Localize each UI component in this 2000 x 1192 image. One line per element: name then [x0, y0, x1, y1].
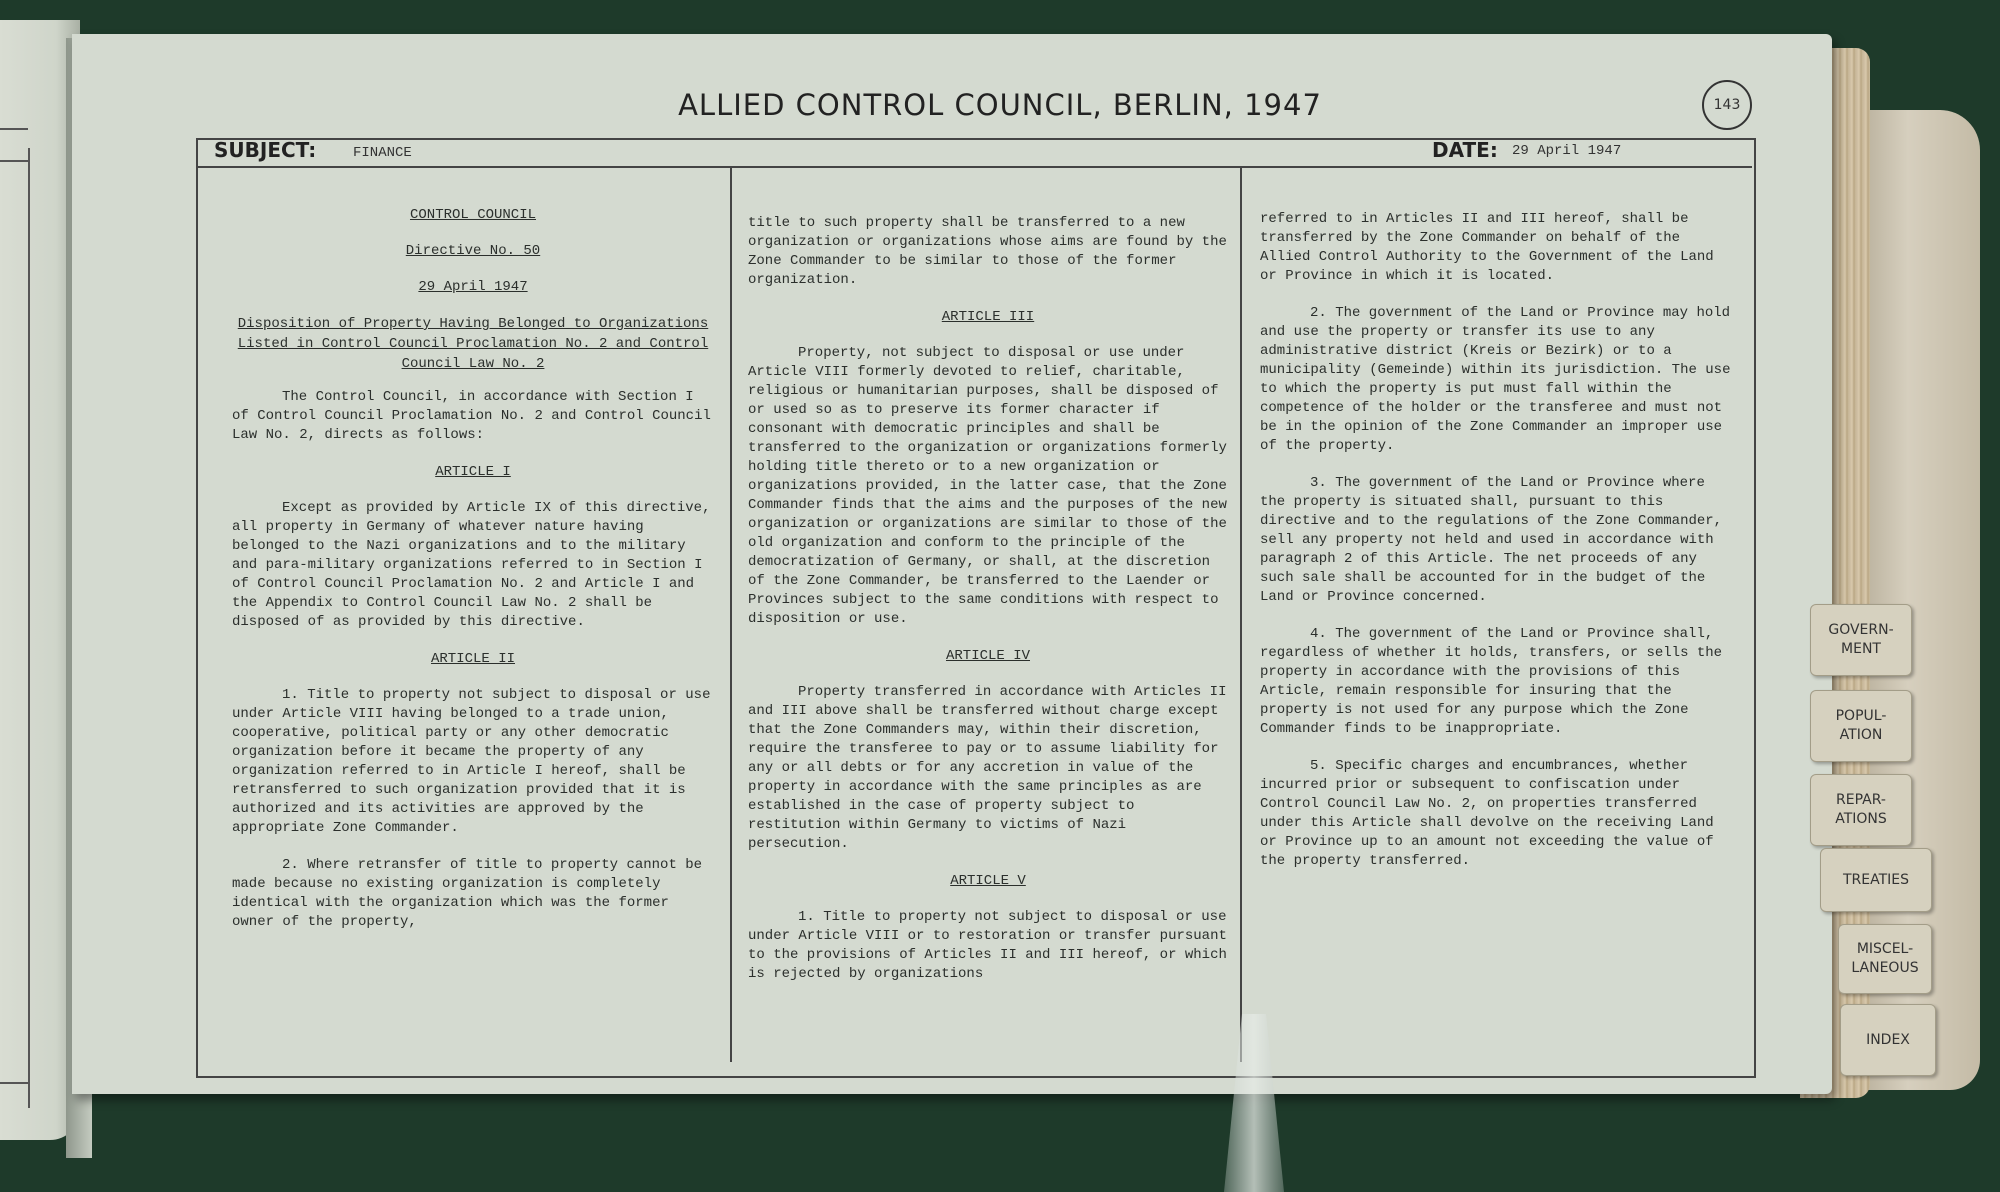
tab-label-line2: ATION	[1839, 727, 1883, 743]
article-5-paragraph-5: 5. Specific charges and encumbrances, whether incurred prior or subsequent to confiscation under Control Council Law No. 2, on properties transferred under this Article shall devolve on the receiving Land or Province up to an amount not exceeding the value of the property transferred.	[1260, 758, 1714, 869]
article-4-heading: ARTICLE IV	[945, 648, 1030, 664]
column-2-continuation: title to such property shall be transferred to a new organization or organizations whose aims are found by the Zone Commander to be similar to those of the former organization.	[748, 215, 1227, 288]
article-5-paragraph-1: 1. Title to property not subject to disposal or use under Article VIII or to restoration or transfer pursuant to the provisions of Articles II and III hereof, or which is rejected by organizations	[748, 909, 1227, 982]
subject-label: SUBJECT:	[214, 138, 317, 162]
article-5-heading: ARTICLE V	[950, 873, 1026, 889]
date-label: DATE:	[1432, 138, 1498, 162]
column-3	[1260, 210, 1732, 889]
left-page-rule	[0, 1082, 28, 1084]
directive-title: Disposition of Property Having Belonged to Organizations Listed in Control Council Proclamation No. 2 and Control Council Law No. 2	[237, 316, 709, 372]
article-5-paragraph-4: 4. The government of the Land or Province shall, regardless of whether it holds, transfers, or sells the property in accordance with the provisions of this Article, remain responsible for insuring that the property is not used for any purpose which the Zone Commander finds to be inappropriate.	[1260, 626, 1723, 737]
article-4-text: Property transferred in accordance with Articles II and III above shall be transferred without charge except that the Zone Commanders may, within their discretion, require the transferee to pay or to assume liability for any or all debts or for any accretion in value of the property in accordance with the same principles as are established in the case of property subject to restitution within Germany to victims of Nazi persecution.	[748, 684, 1227, 852]
article-1-text: Except as provided by Article IX of this directive, all property in Germany of whatever nature having belonged to the Nazi organizations and to the military and para-military organizations referred to in Section I of Control Council Proclamation No. 2 and Article I and the Appendix to Control Council Law No. 2 shall be disposed of as provided by this directive.	[232, 500, 711, 630]
subject-value: FINANCE	[353, 145, 412, 161]
column-separator	[1240, 168, 1242, 1062]
article-3-text: Property, not subject to disposal or use under Article VIII formerly devoted to relief, charitable, religious or humanitarian purposes, shall be disposed of or used so as to preserve its former character if consonant with democratic principles and shall be transferred to the organization or organizations formerly holding title thereto or to a new organization or organizations provided, in the latter case, that the Zone Commander finds that the aims and the purposes of the new organization or organizations are similar to those of the old organization and conform to the principle of the democratization of Germany, or shall, at the discretion of the Zone Commander, be transferred to the Laender or Provinces subject to the same conditions with respect to disposition or use.	[748, 345, 1227, 627]
tab-label-line1: POPUL-	[1835, 708, 1887, 724]
page-title: ALLIED CONTROL COUNCIL, BERLIN, 1947	[678, 88, 1322, 122]
directive-date: 29 April 1947	[418, 279, 528, 295]
column-1	[232, 206, 714, 950]
article-1-heading: ARTICLE I	[435, 464, 511, 480]
tab-label-line1: TREATIES	[1842, 871, 1910, 888]
tab-label-line2: LANEOUS	[1851, 960, 1919, 976]
tab-treaties[interactable]	[1820, 848, 1932, 912]
date-value: 29 April 1947	[1512, 143, 1622, 159]
column-2	[748, 214, 1228, 1002]
tab-index[interactable]	[1840, 1004, 1936, 1076]
org-heading: CONTROL COUNCIL	[409, 207, 537, 223]
tab-reparations[interactable]	[1810, 774, 1912, 846]
subject-bar	[196, 138, 1752, 168]
tab-label-line1: MISCEL-	[1856, 941, 1914, 957]
intro-paragraph: The Control Council, in accordance with Section I of Control Council Proclamation No. 2 and Control Council Law No. 2, directs as follows:	[232, 389, 711, 443]
column-3-continuation: referred to in Articles II and III hereof, shall be transferred by the Zone Commander on behalf of the Allied Control Authority to the Government of the Land or Province in which it is located.	[1260, 211, 1714, 284]
tab-label-line2: ATIONS	[1835, 811, 1887, 827]
article-5-paragraph-2: 2. The government of the Land or Province may hold and use the property or transfer its use to any administrative district (Kreis or Bezirk) or to a municipality (Gemeinde) within its jurisdiction. The use to which the property is put must fall within the competence of the holder or the transferee and must not be in the opinion of the Zone Commander an improper use of the property.	[1260, 305, 1731, 454]
left-page-rule	[0, 128, 28, 130]
left-page-vline	[28, 148, 30, 1108]
column-separator	[730, 168, 732, 1062]
tab-label-line1: REPAR-	[1836, 792, 1886, 808]
article-2-paragraph-1: 1. Title to property not subject to disposal or use under Article VIII having belonged to a trade union, cooperative, political party or any other democratic organization before it became the property of any organization referred to in Article I hereof, shall be retransferred to such organization provided that it is authorized and its activities are approved by the appropriate Zone Commander.	[232, 687, 711, 836]
tab-label-line1: INDEX	[1866, 1031, 1910, 1048]
tab-label-line2: MENT	[1841, 641, 1881, 657]
article-2-heading: ARTICLE II	[430, 651, 515, 667]
left-page-rule	[0, 160, 28, 162]
page-number: 143	[1702, 80, 1752, 130]
directive-heading: Directive No. 50	[405, 243, 541, 259]
tab-government[interactable]	[1810, 604, 1912, 676]
tab-label-line1: GOVERN-	[1828, 622, 1894, 638]
article-5-paragraph-3: 3. The government of the Land or Province where the property is situated shall, pursuant to this directive and to the regulations of the Zone Commander, sell any property not held and used in accordance with paragraph 2 of this Article. The net proceeds of any such sale shall be accounted for in the budget of the Land or Province concerned.	[1260, 475, 1723, 605]
article-3-heading: ARTICLE III	[941, 309, 1035, 325]
article-2-paragraph-2: 2. Where retransfer of title to property cannot be made because no existing organization is completely identical with the organization which was the former owner of the property,	[232, 857, 703, 930]
tab-miscellaneous[interactable]	[1838, 924, 1932, 994]
tab-population[interactable]	[1810, 690, 1912, 762]
